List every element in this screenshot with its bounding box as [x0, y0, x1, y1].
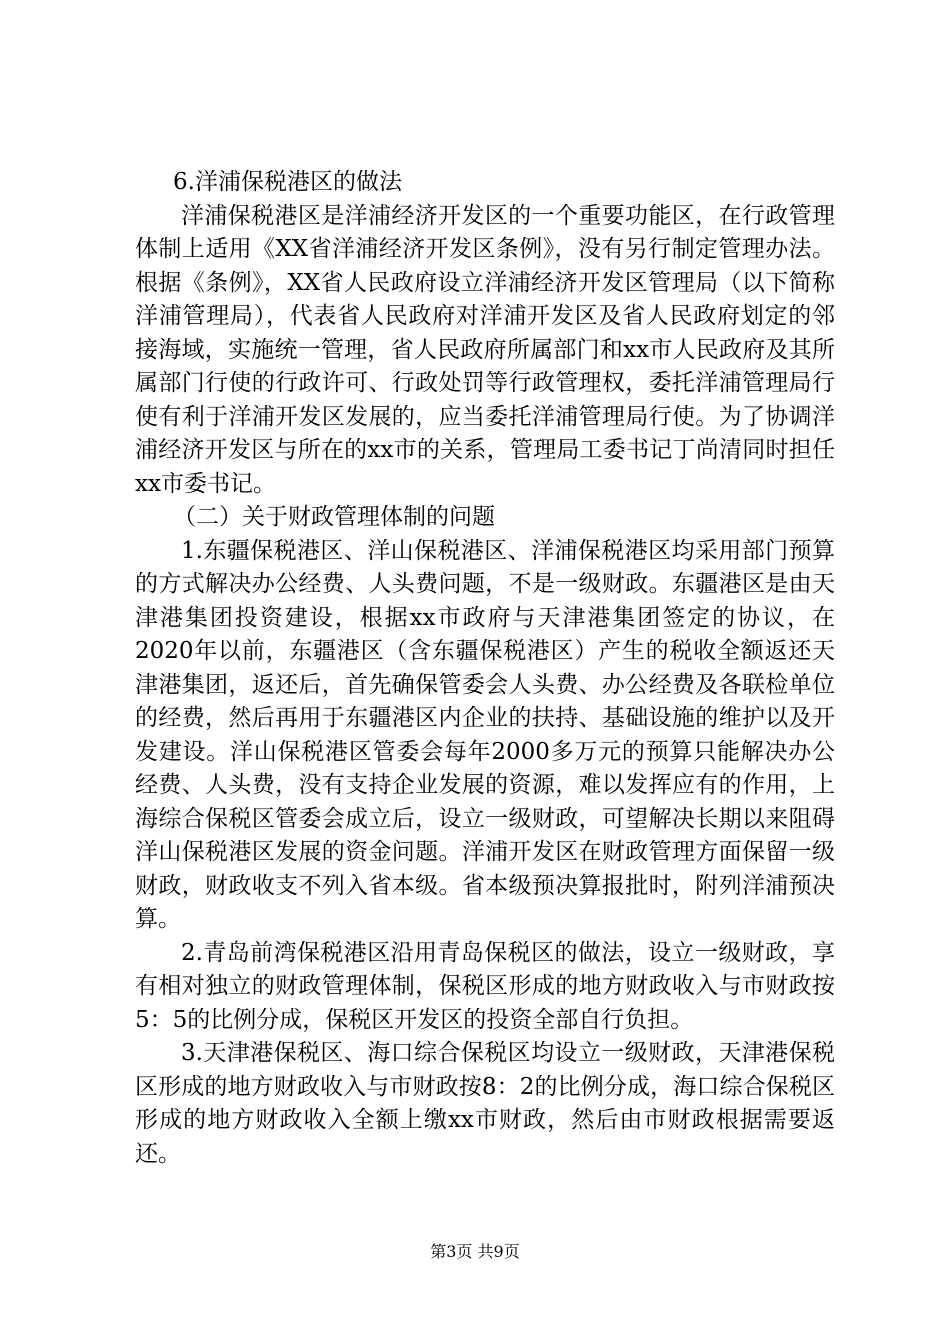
paragraph-item-2: 2.青岛前湾保税港区沿用青岛保税区的做法，设立一级财政，享有相对独立的财政管理体制，保税区形成的地方财政收入与市财政按5：5的比例分成，保税区开发区的投资全部自行负担。	[135, 939, 835, 1033]
paragraph-yangpu-admin: 洋浦保税港区是洋浦经济开发区的一个重要功能区，在行政管理体制上适用《XX省洋浦经济开发区条例》，没有另行制定管理办法。根据《条例》，XX省人民政府设立洋浦经济开发区管理局（以下简称洋浦管理局），代表省人民政府对洋浦开发区及省人民政府划定的邻接海域，实施统一管理，省人民政府所属部门和xx市人民政府及其所属部门行使的行政许可、行政处罚等行政管理权，委托洋浦管理局行使有利于洋浦开发区发展的，应当委托洋浦管理局行使。为了协调洋浦经济开发区与所在的xx市的关系，管理局工委书记丁尚清同时担任xx市委书记。	[135, 202, 835, 497]
page-number-footer: 第3页 共9页	[430, 1242, 520, 1261]
document-body	[135, 166, 835, 1171]
paragraph-item-1: 1.东疆保税港区、洋山保税港区、洋浦保税港区均采用部门预算的方式解决办公经费、人头费问题，不是一级财政。东疆港区是由天津港集团投资建设，根据xx市政府与天津港集团签定的协议，在2020年以前，东疆港区（含东疆保税港区）产生的税收全额返还天津港集团，返还后，首先确保管委会人头费、办公经费及各联检单位的经费，然后再用于东疆港区内企业的扶持、基础设施的维护以及开发建设。洋山保税港区管委会每年2000多万元的预算只能解决办公经费、人头费，没有支持企业发展的资源，难以发挥应有的作用，上海综合保税区管委会成立后，设立一级财政，可望解决长期以来阻碍洋山保税港区发展的资金问题。洋浦开发区在财政管理方面保留一级财政，财政收支不列入省本级。省本级预决算报批时，附列洋浦预决算。	[135, 537, 835, 932]
subsection-title: （二）关于财政管理体制的问题	[173, 504, 495, 530]
paragraph-item-3: 3.天津港保税区、海口综合保税区均设立一级财政，天津港保税区形成的地方财政收入与市财政按8：2的比例分成，海口综合保税区形成的地方财政收入全额上缴xx市财政，然后由市财政根据需要返还。	[135, 1040, 835, 1167]
section-title: 6.洋浦保税港区的做法	[173, 169, 402, 195]
